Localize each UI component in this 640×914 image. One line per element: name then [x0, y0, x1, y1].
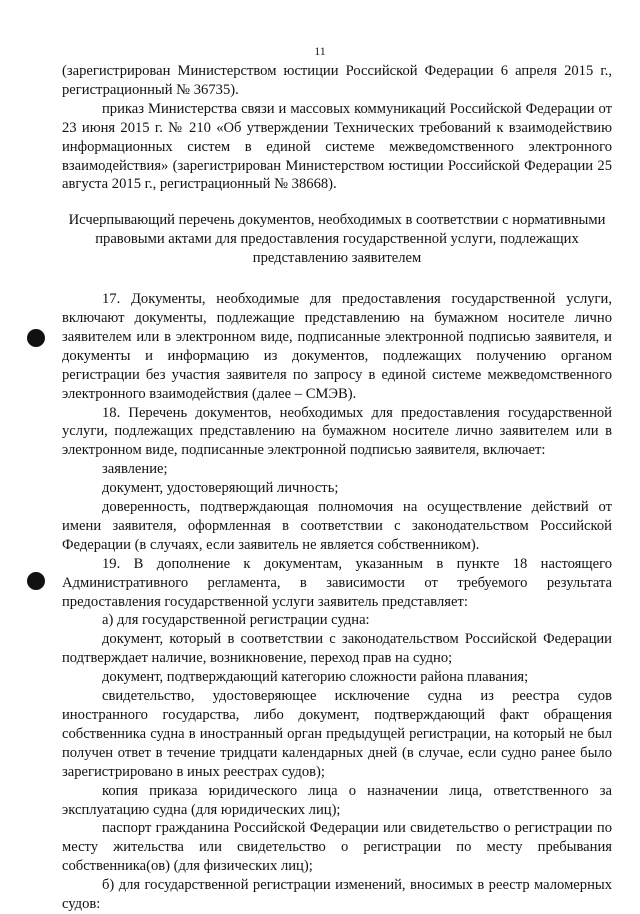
list-item-passport: паспорт гражданина Российской Федерации или свидетельство о регистрации по месту жительства или свидетельство о регистрации по месту пребывания собственника(ов) (для физических лиц);: [62, 820, 612, 875]
paragraph-registration-note: (зарегистрирован Министерством юстиции Российской Федерации 6 апреля 2015 г., регистрационный № 36735).: [62, 63, 612, 98]
paragraph-order-210: приказ Министерства связи и массовых коммуникаций Российской Федерации от 23 июня 2015 г. № 210 «Об утверждении Технических требований к взаимодействию информационных систем в единой системе межведомственного электронного взаимодействия» (зарегистрирован Министерством юстиции Российской Федерации 25 августа 2015 г., регистрационный № 38668).: [62, 100, 612, 193]
list-item-order-copy: копия приказа юридического лица о назначении лица, ответственного за эксплуатацию судна (для юридических лиц);: [62, 782, 612, 818]
list-item-power-of-attorney: доверенность, подтверждающая полномочия на осуществление действий от имени заявителя, оформленная в соответствии с законодательством Российской Федерации (в случаях, если заявитель не является собственником).: [62, 499, 612, 553]
document-body: [62, 62, 612, 914]
paragraph-19: 19. В дополнение к документам, указанным в пункте 18 настоящего Административного регламента, в зависимости от требуемого результата предоставления государственной услуги заявитель представляет:: [62, 555, 612, 610]
list-item-ownership-document: документ, который в соответствии с законодательством Российской Федерации подтверждает наличие, возникновение, переход прав на судно;: [62, 631, 612, 667]
paragraph-18: 18. Перечень документов, необходимых для предоставления государственной услуги, подлежащих представлению на бумажном носителе лично заявителем или в электронном виде, подписанные электронной подписью заявителя, включает:: [62, 404, 612, 459]
subitem-a-vessel-registration: а) для государственной регистрации судна:: [102, 612, 370, 629]
list-item-foreign-deregistration: свидетельство, удостоверяющее исключение судна из реестра судов иностранного государства, либо документ, подтверждающий факт обращения собственника судна в иностранный орган предыдущей регистрации, на который не был получен ответ в течение тридцати календарных дней (в случае, если судно ранее было зарегистрировано в иных реестрах судов);: [62, 688, 612, 780]
page-number: 11: [314, 44, 326, 58]
punch-hole: [27, 329, 45, 347]
punch-hole: [27, 572, 45, 590]
list-item-navigation-area-document: документ, подтверждающий категорию сложности района плавания;: [102, 669, 529, 686]
subitem-b-changes-registration: б) для государственной регистрации изменений, вносимых в реестр маломерных судов:: [62, 877, 612, 913]
paragraph-17: 17. Документы, необходимые для предоставления государственной услуги, включают документы, подлежащие представлению на бумажном носителе лично заявителем или в электронном виде, подписанные электронной подписью заявителя, и документы и информацию из документов, подлежащих получению органом регистрации без участия заявителя по запросу в единой системе межведомственного электронного взаимодействия (далее – СМЭВ).: [62, 291, 612, 402]
list-item-identity-document: документ, удостоверяющий личность;: [102, 480, 339, 497]
list-item-application: заявление;: [102, 461, 168, 478]
section-heading: Исчерпывающий перечень документов, необходимых в соответствии с нормативными правовыми актами для предоставления государственной услуги, подлежащих представлению заявителем: [68, 212, 606, 267]
